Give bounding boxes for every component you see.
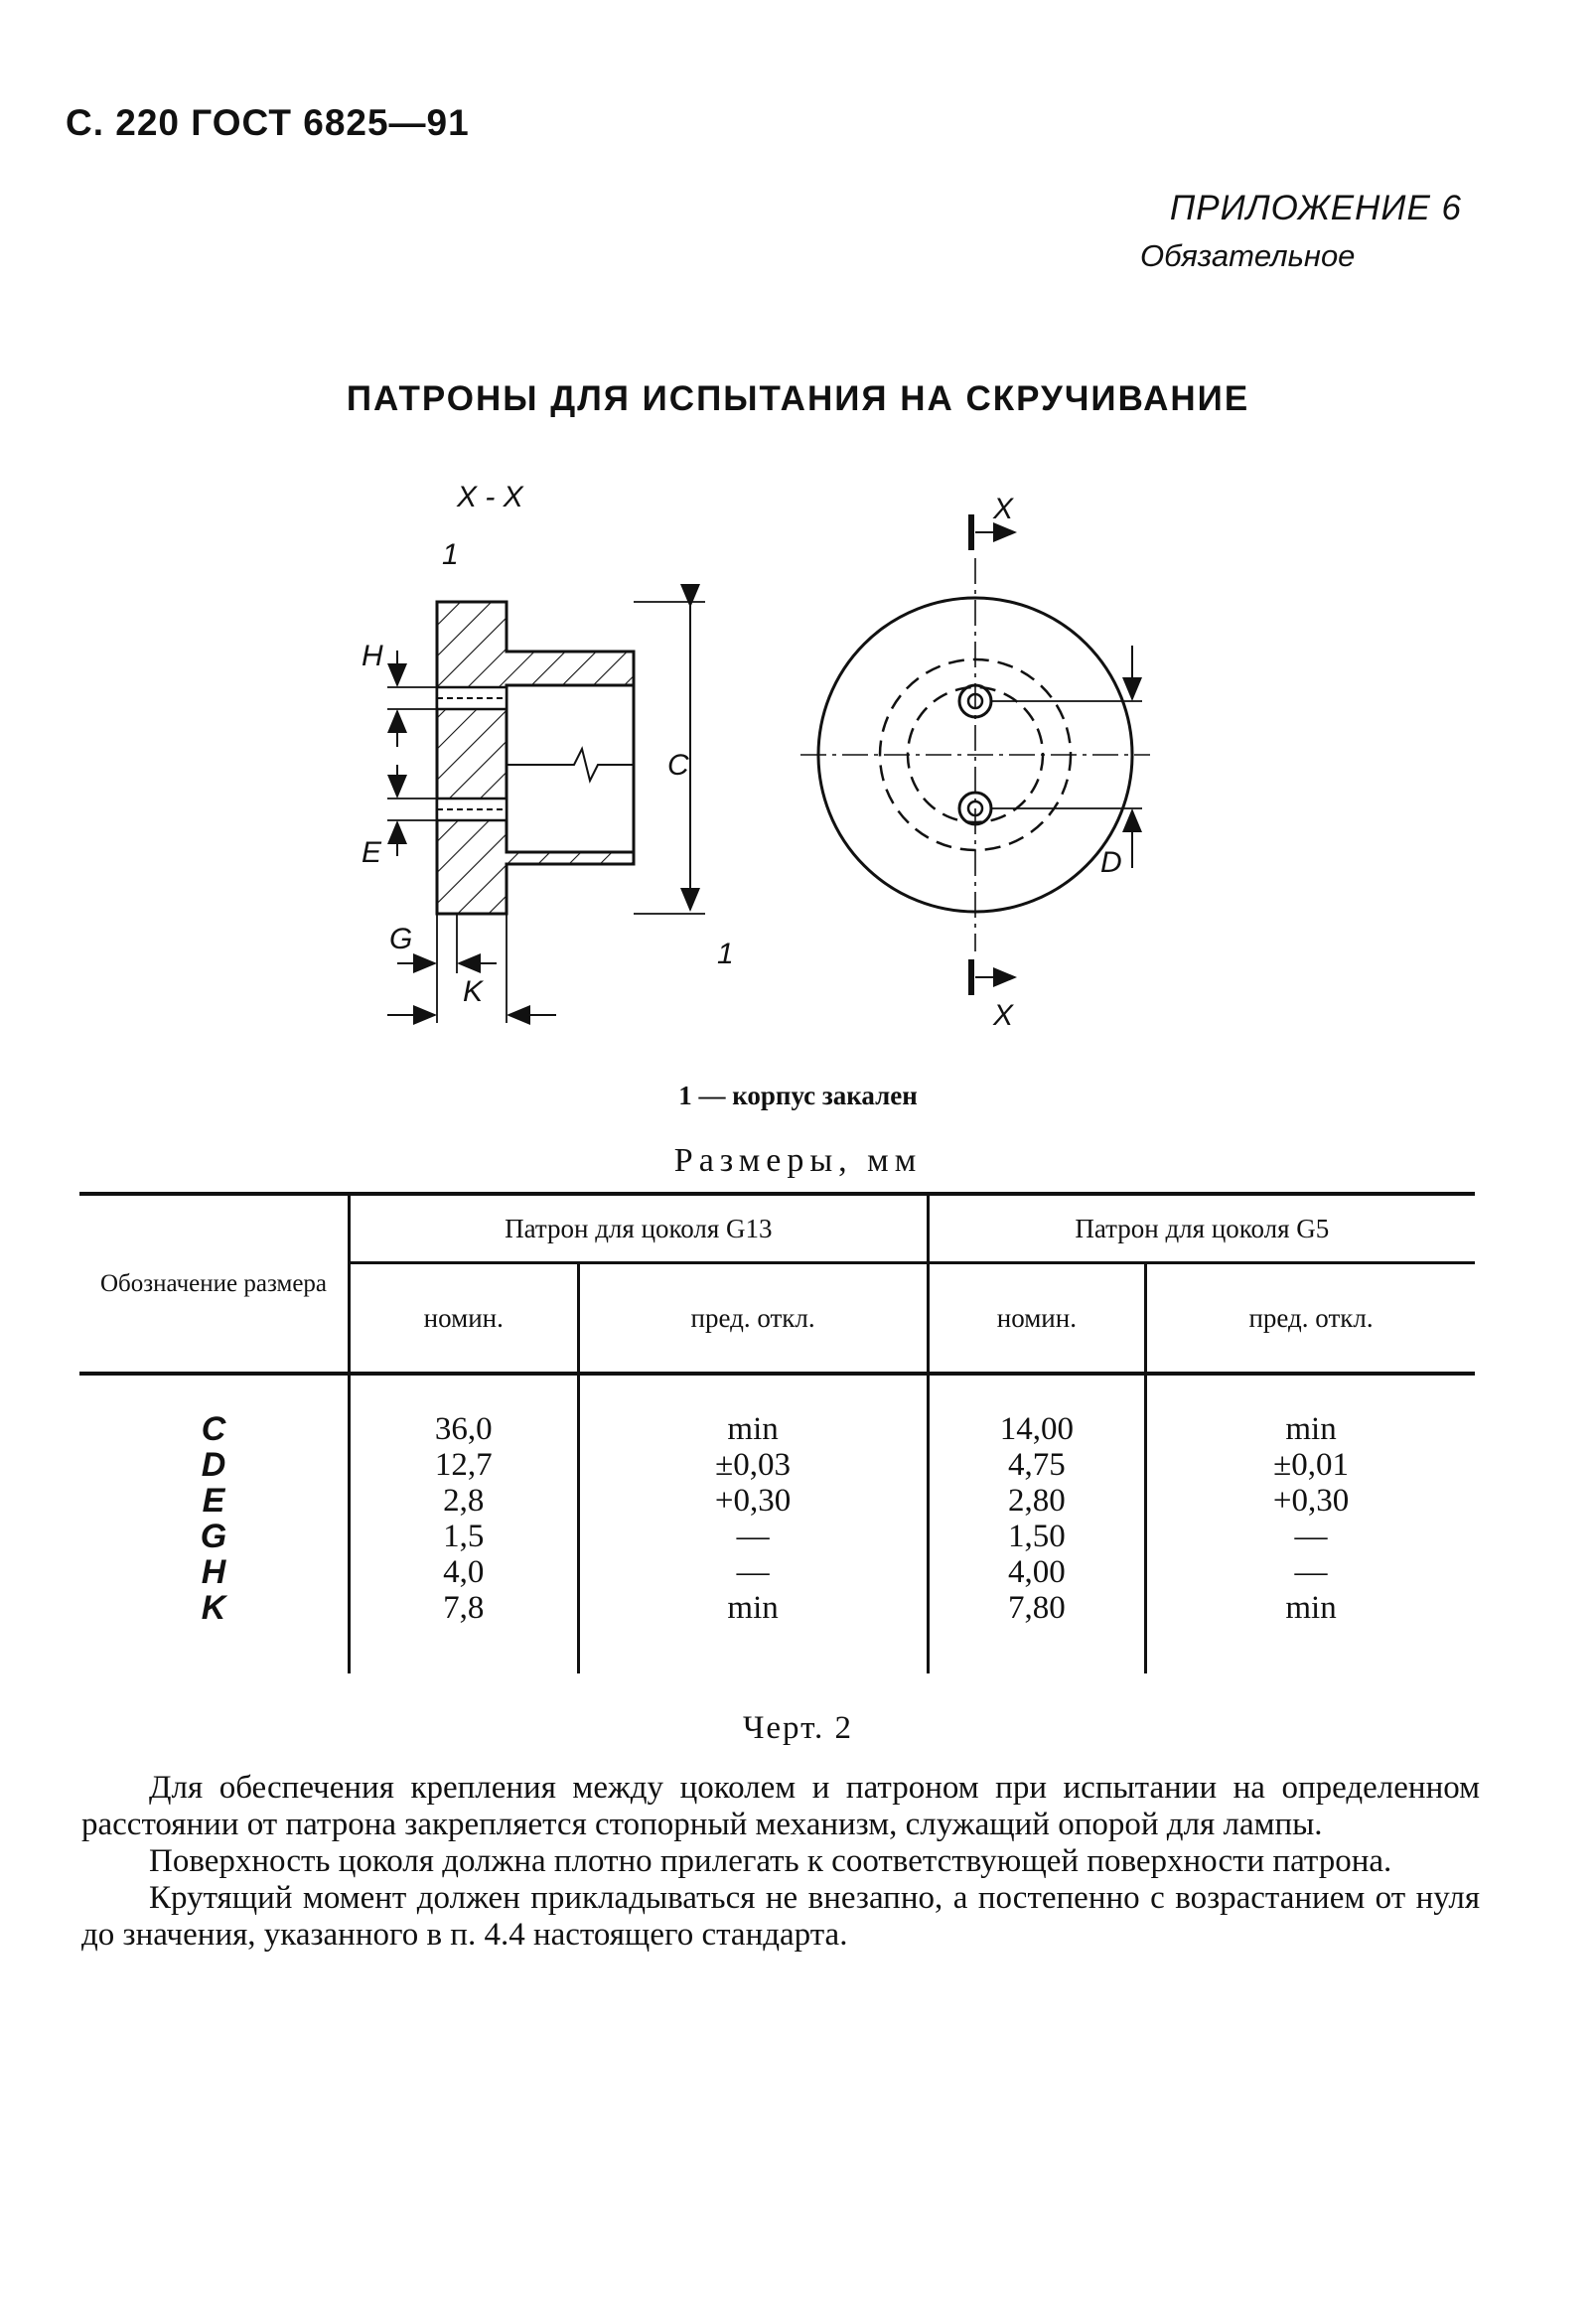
subheader-g13-nom: номин. <box>350 1263 579 1375</box>
page-header: С. 220 ГОСТ 6825—91 <box>66 102 470 143</box>
dim-label-G: G <box>389 923 413 955</box>
group-header-g5: Патрон для цоколя G5 <box>928 1194 1475 1263</box>
cut-label-bottom: X <box>993 999 1014 1032</box>
g13-deviation-cell: +0,30 <box>714 1483 792 1519</box>
dim-label-K: K <box>463 975 484 1008</box>
section-view <box>362 481 734 1023</box>
appendix-status: Обязательное <box>1140 238 1356 273</box>
designation-cell: C <box>201 1410 226 1448</box>
subheader-g5-dev: пред. откл. <box>1146 1263 1475 1375</box>
g13-nominal-cell: 36,0 <box>434 1411 493 1447</box>
g5-deviation-cell: — <box>1294 1554 1328 1590</box>
appendix-title: ПРИЛОЖЕНИЕ 6 <box>1169 189 1462 227</box>
designation-cell: H <box>201 1553 226 1591</box>
row-header: Обозначение размера <box>79 1194 350 1374</box>
part-number-right: 1 <box>717 938 734 970</box>
units-title: Размеры, мм <box>673 1142 923 1179</box>
g13-deviation-cell: — <box>736 1519 770 1554</box>
g5-deviation-cell: min <box>1285 1411 1337 1447</box>
dim-label-H: H <box>362 640 383 672</box>
designation-cell: E <box>202 1482 225 1520</box>
g13-nominal-cell: 12,7 <box>434 1447 493 1483</box>
g5-deviation-cell: — <box>1294 1519 1328 1554</box>
g5-deviation-cell: min <box>1285 1590 1337 1626</box>
g5-nominal-cell: 1,50 <box>1008 1519 1066 1554</box>
g13-nominal-cell: 4,0 <box>443 1554 485 1590</box>
g13-deviation-cell: ±0,03 <box>715 1447 792 1483</box>
designation-cell: D <box>201 1446 226 1484</box>
designation-cell: K <box>201 1589 226 1627</box>
paragraph: Для обеспечения крепления между цоколем и патроном при испытании на определенном расстоянии от патрона закрепляется стопорный механизм, служащий опорой для лампы. <box>81 1770 1480 1842</box>
paragraph: Крутящий момент должен прикладываться не внезапно, а постепенно с возрастанием от нуля до значения, указанного в п. 4.4 настоящего стандарта. <box>81 1880 1480 1953</box>
g5-nominal-cell: 14,00 <box>999 1411 1074 1447</box>
g13-nominal-cell: 1,5 <box>443 1519 485 1554</box>
designation-cell: G <box>200 1518 227 1555</box>
document-title: ПАТРОНЫ ДЛЯ ИСПЫТАНИЯ НА СКРУЧИВАНИЕ <box>346 379 1250 418</box>
g5-nominal-cell: 4,00 <box>1008 1554 1066 1590</box>
g13-nominal-column <box>350 1374 579 1673</box>
g13-deviation-cell: min <box>727 1411 779 1447</box>
g5-nominal-cell: 7,80 <box>1008 1590 1066 1626</box>
g13-deviation-cell: min <box>727 1590 779 1626</box>
g5-nominal-cell: 2,80 <box>1008 1483 1066 1519</box>
subheader-g13-dev: пред. откл. <box>578 1263 928 1375</box>
g5-deviation-cell: ±0,01 <box>1273 1447 1349 1483</box>
g13-deviation-column <box>578 1374 928 1673</box>
cut-label-top: X <box>993 493 1014 525</box>
g13-nominal-cell: 2,8 <box>443 1483 485 1519</box>
g5-nominal-column <box>928 1374 1145 1673</box>
g5-deviation-column <box>1146 1374 1475 1673</box>
figure-caption: 1 — корпус закален <box>678 1081 918 1110</box>
front-view <box>800 493 1150 1032</box>
g13-nominal-cell: 7,8 <box>443 1590 485 1626</box>
subheader-g5-nom: номин. <box>928 1263 1145 1375</box>
dimensions-table <box>79 1192 1475 1673</box>
part-number-label: 1 <box>442 538 459 571</box>
paragraph: Поверхность цоколя должна плотно прилегать к соответствующей поверхности патрона. <box>149 1843 1392 1879</box>
section-label: X - X <box>457 481 523 513</box>
g13-deviation-cell: — <box>736 1554 770 1590</box>
dim-label-E: E <box>362 836 382 869</box>
g5-nominal-cell: 4,75 <box>1008 1447 1066 1483</box>
figure-label: Черт. 2 <box>742 1710 854 1746</box>
dim-label-C: C <box>667 749 689 782</box>
g5-deviation-cell: +0,30 <box>1272 1483 1350 1519</box>
technical-drawing <box>348 467 1241 1043</box>
dim-label-D: D <box>1100 846 1122 879</box>
body-text <box>81 1770 1480 1954</box>
designation-column <box>79 1374 350 1673</box>
group-header-g13: Патрон для цоколя G13 <box>350 1194 929 1263</box>
